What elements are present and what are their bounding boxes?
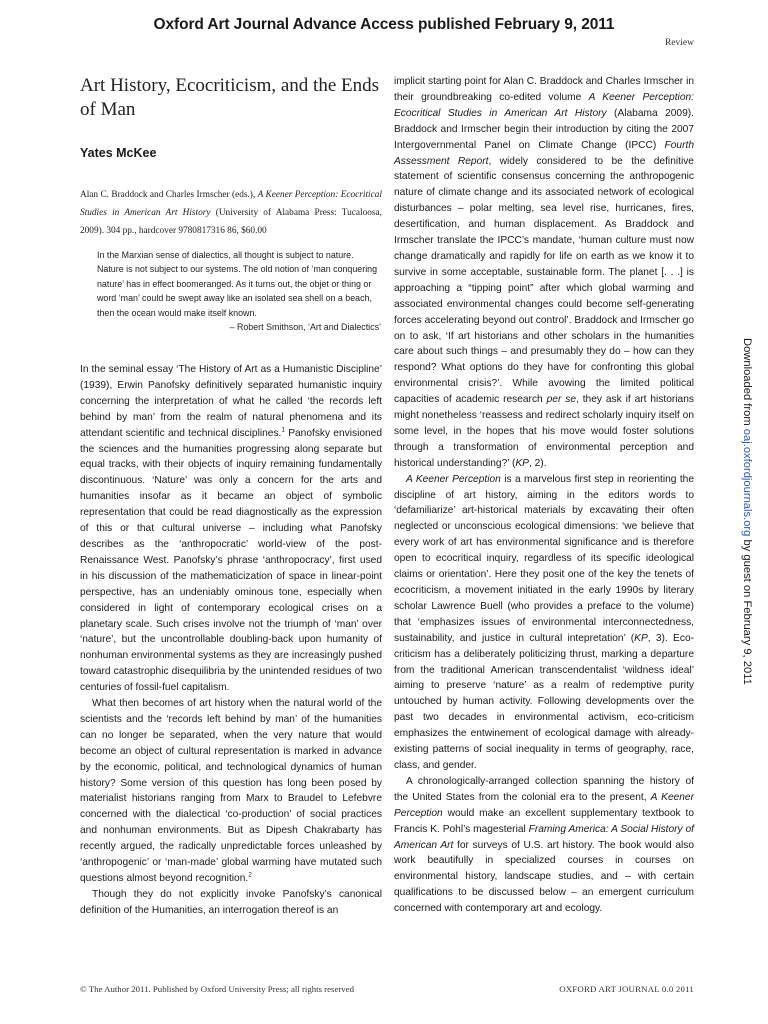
left-column <box>80 362 382 919</box>
book-title: A Keener Perception: Ecocritical Studies in American Art History <box>394 91 694 119</box>
download-notice-text <box>741 338 753 685</box>
download-suffix: by guest on February 9, 2011 <box>741 536 753 685</box>
paragraph <box>394 774 694 917</box>
text-run: , widely considered to be the definitive statement of scientific consensus concerning the anthropogenic nature of climate change and its associated network of ecological disturbances – polar melting, sea level rise, hurricanes, fires, desertification, and human displacement. As Braddock and Irmscher translate the IPCC’s mandate, ‘human culture must now change dramatically and rapidly for life on earth as we know it to survive in some acceptable, sustainable form. The planet [. . .] is approaching a “tipping point” after which global warming and associated environmental changes could become self-generating forces accelerating beyond out control’. Braddock and Irmscher go on to ask, ‘If art historians and other scholars in the humanities care about such things – and presumably they do – how can they respond? What options do they have for confronting this global environmental crisis?’. While avowing the limited political capacities of academic research <box>394 155 694 406</box>
text-run: What then becomes of art history when the natural world of the scientists and the ‘records left behind by man’ of the humanities can no longer be separated, when the very nature that would become an object of cultural representation is marked in advance by the economic, political, and technological dynamics of human history? Some version of this question has long been posed by materialist historians ranging from Marx to Braudel to Lefebvre concerned with the dialectical ‘co-production’ of social practices and nonhuman environments. But as Dipesh Chakrabarty has recently argued, the radically unpredictable forces unleashed by ‘anthropogenic’ or ‘man-made’ global warming have mutated such questions almost beyond recognition. <box>80 698 382 884</box>
text-run: (Alabama 2009). Braddock and Irmscher begin their introduction by citing the 2007 Intergovernmental Panel on Climate Change (IPCC) <box>394 107 694 151</box>
text-run: Though they do not explicitly invoke Panofsky’s canonical definition of the Humanities, an interrogation thereof is an <box>80 888 382 916</box>
text-run: for surveys of U.S. art history. The book would also work beautifully in specialized courses in courses on environmental history, landscape studies, and – with certain qualifications to be discussed below – an emergent curriculum concerned with contemporary art and ecology. <box>394 839 695 915</box>
report-title: Fourth Assessment Report <box>394 139 694 167</box>
epigraph-text: In the Marxian sense of dialectics, all thought is subject to nature. Nature is not subject to our systems. The old notion of ‘man conquering nature’ has in effect boomeranged. As it turns out, the objet or thing or word ‘man’ could be swept away like an isolated sea shell on a beach, then the ocean would make itself known. <box>97 250 378 318</box>
copyright-notice: © The Author 2011. Published by Oxford University Press; all rights reserved <box>80 984 354 994</box>
text-run: , they ask if art historians might nonetheless ‘reassess and redirect scholarly inquiry itself on some level, in the hopes that his move would foster solutions through a transformation of environmental perception and historical understanding?’ ( <box>394 394 694 469</box>
text-run: , 2). <box>528 457 547 469</box>
text-run: is a marvelous first step in reorienting the discipline of art history, aiming in the editors words to ‘defamiliarize’ art-historical materials by excavating their often neglected or unconscious ecological dimensions: ‘we believe that every work of art has environmental significance and is therefore open to ecocritical inquiry, regardless of its specific ideological claims or orientation’. Here they posit one of the key the tenets of ecocriticism, a movement initiated in the early 1990s by literary scholar Lawrence Buell (who provides a preface to the volume) that ‘emphasizes issues of environmental interconnectedness, sustainability, and justice in cultural intepretation’ ( <box>394 473 694 644</box>
text-run: In the seminal essay ‘The History of Art as a Humanistic Discipline’ (1939), Erwin Panofsky definitively separated humanistic inquiry concerning the interpretation of what he called ‘the records left behind by man’ from the realm of natural phenomena and its attendant scientific and technical disciplines. <box>80 364 382 439</box>
paragraph <box>80 887 382 919</box>
citation-details: (University of Alabama Press: Tucaloosa, 2009). 304 pp., hardcover 9780817316 86, $60.00 <box>80 208 382 236</box>
epigraph-attribution: – Robert Smithson, ‘Art and Dialectics’ <box>229 322 381 333</box>
text-run: implicit starting point for Alan C. Braddock and Charles Irmscher in their groundbreaking co-edited volume <box>394 76 694 103</box>
text-run: A chronologically-arranged collection spanning the history of the United States from the colonial era to the present, <box>394 775 694 803</box>
footnote-ref[interactable]: 1 <box>281 426 285 434</box>
book-title: A Keener Perception <box>406 473 501 485</box>
book-citation <box>80 186 382 240</box>
paragraph <box>394 472 694 774</box>
abbreviation: KP <box>515 457 529 469</box>
footnote-ref[interactable]: 2 <box>248 871 252 879</box>
article-author: Yates McKee <box>80 146 157 160</box>
text-run: Panofsky envisioned the sciences and the humanities progressing along separate but equal tracks, with their objects of inquiry remaining fundamentally discontinuous. ‘Nature’ was only a concern for the arts and humanities insofar as it became an object of symbolic representation that could be read diagnostically as the expression of this or that cultural universe – including what Panofsky describes as the ‘anthropocratic’ world-view of the post-Renaissance West. Panofsky’s phrase ‘anthropocracy’, first used in his discussion of the mathematicization of space in linear-point perspective, has an undeniably ominous tone, especially when considered in light of contemporary ecological crises on a planetary scale. Such crises involve not the triumph of ‘man’ over ‘nature’, but the uncontrollable doubling-back upon humanity of nonhuman environmental systems as they are increasingly pushed toward catastrophic disequilibria by the unintended residues of two centuries of fossil-fuel capitalism. <box>80 427 383 694</box>
paragraph <box>80 696 382 887</box>
text-run: , 3). Eco-criticism has a deliberately politicizing thrust, marking a departure from the traditional American transcendentalist ‘wildness ideal’ aiming to preserve ‘nature’ as a realm of redemptive purity untouched by human activity. Following developments over the past two decades in environmental activism, eco-criticism emphasizes the entwinement of ecological damage with already-existing patterns of social inequality in terms of geography, race, class, and gender. <box>394 632 695 771</box>
journal-banner: Oxford Art Journal Advance Access published February 9, 2011 <box>153 16 615 33</box>
book-title: Framing America: A Social History of American Art <box>394 823 694 851</box>
paragraph <box>80 362 382 696</box>
download-prefix: Downloaded from <box>741 338 753 429</box>
right-column <box>394 74 694 917</box>
abbreviation: KP <box>634 632 648 644</box>
download-notice <box>739 338 757 688</box>
emphasis: per se <box>546 394 576 406</box>
epigraph <box>97 248 381 334</box>
article-title: Art History, Ecocriticism, and the Ends of Man <box>80 75 380 120</box>
citation-authors: Alan C. Braddock and Charles Irmscher (eds.), <box>80 190 256 200</box>
journal-site-link[interactable]: oaj.oxfordjournals.org <box>741 428 753 537</box>
citation-book-title: A Keener Perception: Ecocritical Studies in American Art History <box>80 190 382 218</box>
journal-footer: OXFORD ART JOURNAL 0.0 2011 <box>559 984 694 994</box>
paragraph <box>394 74 694 472</box>
book-title: A Keener Perception <box>394 791 694 819</box>
section-label: Review <box>664 38 694 48</box>
text-run: would make an excellent supplementary textbook to Francis K. Pohl’s magesterial <box>394 807 694 835</box>
